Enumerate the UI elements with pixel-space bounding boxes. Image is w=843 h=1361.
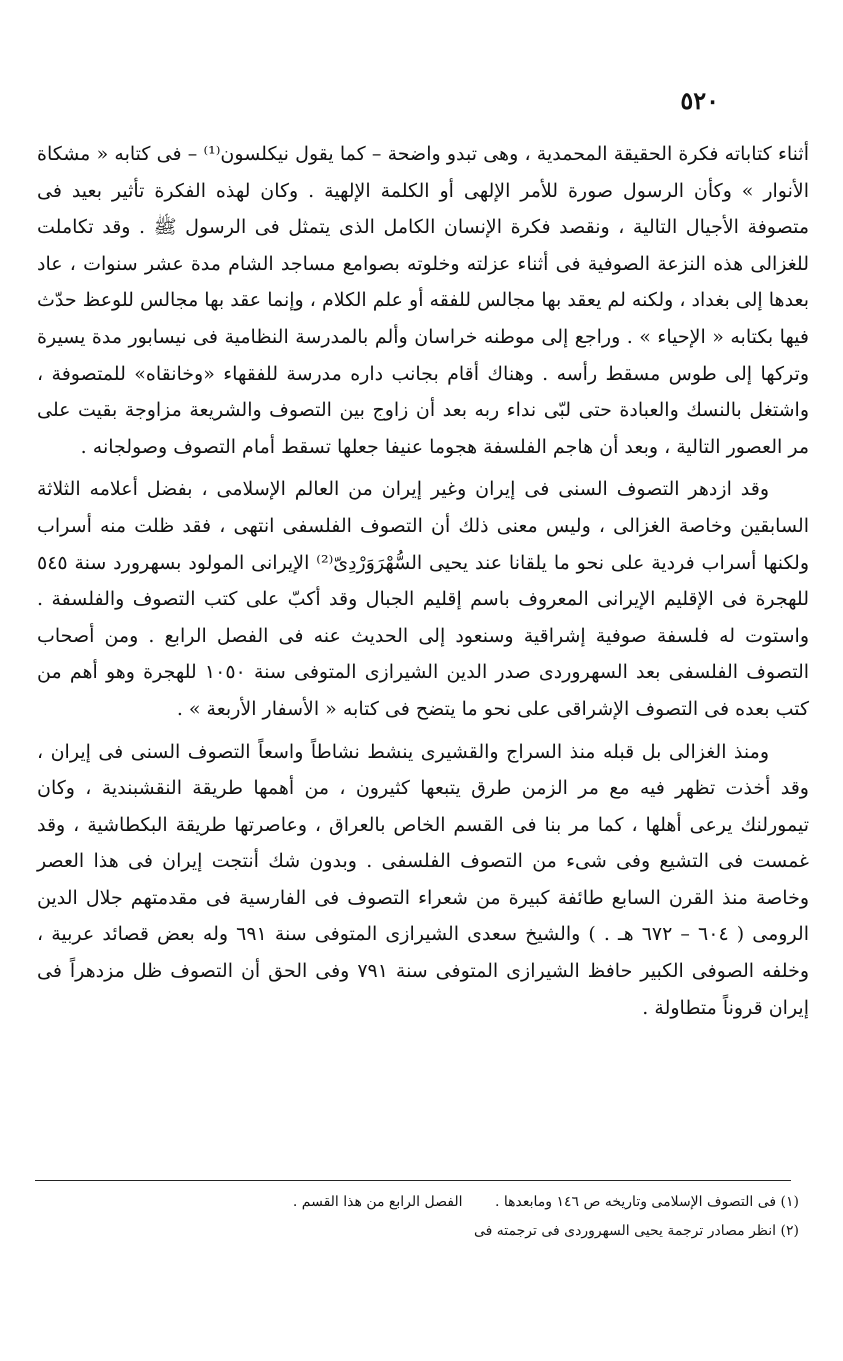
footnotes [39, 1188, 799, 1246]
page-number: ٥٢٠ [680, 86, 719, 115]
paragraph-2: وقد ازدهر التصوف السنى فى إيران وغير إيران من العالم الإسلامى ، بفضل أعلامه الثلاثة السابقين وخاصة الغزالى ، وليس معنى ذلك أن التصوف الفلسفى انتهى ، فقد ظلت منه أسراب ولكنها أسراب فردية على نحو ما يلقانا عند يحيى السُّهْرَوَرْدِىّ⁽²⁾ الإيرانى المولود بسهرورد سنة ٥٤٥ للهجرة فى الإقليم الإيرانى المعروف باسم إقليم الجبال وقد أكبّ على كتب التصوف والفلسفة . واستوت له فلسفة صوفية إشراقية وسنعود إلى الحديث عنه فى الفصل الرابع . ومن أصحاب التصوف الفلسفى بعد السهروردى صدر الدين الشيرازى المتوفى سنة ١٠٥٠ للهجرة وهو أهم من كتب بعده فى التصوف الإشراقى على نحو ما يتضح فى كتابه « الأسفار الأربعة » . [37, 478, 810, 720]
body-text [37, 136, 809, 1026]
footnote-divider [35, 1180, 791, 1181]
footnote-1-tail: الفصل الرابع من هذا القسم . [292, 1194, 463, 1210]
footnote-1-text: (١) فى التصوف الإسلامى وتاريخه ص ١٤٦ ومابعدها . [494, 1194, 799, 1210]
footnote-2-text: (٢) انظر مصادر ترجمة يحيى السهروردى فى ترجمته فى [473, 1223, 799, 1239]
paragraph-3: ومنذ الغزالى بل قبله منذ السراج والقشيرى ينشط نشاطاً واسعاً التصوف السنى فى إيران ، وقد أخذت تظهر فيه مع مر الزمن طرق يتبعها كثيرون ، من أهمها طريقة النقشبندية ، وكان تيمورلنك يرعى أهلها ، كما مر بنا فى القسم الخاص بالعراق ، وعاصرتها طريقة البكطاشية ، وقد غمست فى التشيع وفى شىء من التصوف الفلسفى . وبدون شك أنتجت إيران فى هذا العصر وخاصة منذ القرن السابع طائفة كبيرة من شعراء التصوف فى الفارسية فى مقدمتهم جلال الدين الرومى ( ٦٠٤ – ٦٧٢ هـ . ) والشيخ سعدى الشيرازى المتوفى سنة ٦٩١ وله بعض قصائد عربية ، وخلفه الصوفى الكبير حافظ الشيرازى المتوفى سنة ٧٩١ وفى الحق أن التصوف ظل مزدهراً فى إيران قروناً متطاولة . [37, 740, 809, 1019]
footnote-2 [39, 1217, 799, 1246]
footnote-1 [39, 1188, 799, 1217]
paragraph-1: أثناء كتاباته فكرة الحقيقة المحمدية ، وهى تبدو واضحة – كما يقول نيكلسون⁽¹⁾ – فى كتابه « مشكاة الأنوار » وكأن الرسول صورة للأمر الإلهى أو الكلمة الإلهية . وكان لهذه الفكرة تأثير بعيد فى متصوفة الأجيال التالية ، ونقصد فكرة الإنسان الكامل الذى يتمثل فى الرسول ﷺ . وقد تكاملت للغزالى هذه النزعة الصوفية فى أثناء عزلته وخلوته بصوامع مساجد الشام مدة عشر سنوات ، عاد بعدها إلى بغداد ، ولكنه لم يعقد بها مجالس للفقه أو علم الكلام ، وإنما عقد بها مجالس للوعظ حدّث فيها بكتابه « الإحياء » . وراجع إلى موطنه خراسان وألم بالمدرسة النظامية فى نيسابور مدة يسيرة وتركها إلى طوس مسقط رأسه . وهناك أقام بجانب داره مدرسة للفقهاء «وخانقاه» للمتصوفة ، واشتغل بالنسك والعبادة حتى لبّى نداء ربه بعد أن زاوج بين التصوف والشريعة مزاوجة بقيت على مر العصور التالية ، وبعد أن هاجم الفلسفة هجوما عنيفا جعلها تسقط أمام التصوف وصولجانه . [37, 143, 809, 458]
